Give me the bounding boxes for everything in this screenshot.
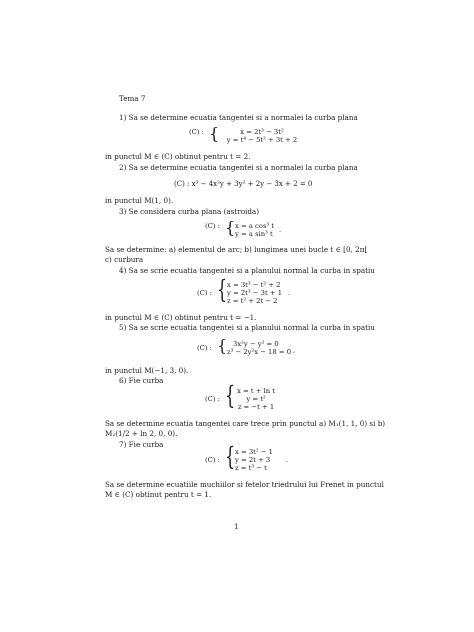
- problem-3-system: [205, 218, 285, 238]
- system-rows: [222, 128, 302, 144]
- problem-2-point: in punctul M(1, 0).: [105, 196, 174, 205]
- system-rows: [227, 340, 291, 356]
- problem-6-system: [205, 380, 285, 411]
- system-row: z = t² + 2t − 2: [227, 297, 278, 305]
- system-label: (C) :: [189, 128, 204, 136]
- problem-5-system: [197, 336, 297, 356]
- left-brace: {: [225, 441, 236, 472]
- system-tail: ,: [293, 346, 296, 354]
- system-rows: [235, 387, 277, 411]
- system-row: y = a sin³ t: [235, 230, 273, 238]
- problem-4-point: in punctul M ∈ (C) obtinut pentru t = −1.: [105, 313, 257, 322]
- system-row: 3x²y − y² = 0: [233, 340, 279, 348]
- system-row: x = t + ln t: [236, 387, 276, 395]
- system-row: z³ − 2y²x − 18 = 0: [227, 348, 292, 356]
- system-label: (C) :: [205, 222, 220, 230]
- system-label: (C) :: [197, 289, 212, 297]
- system-rows: [227, 281, 285, 305]
- problem-7-task: Sa se determine ecuatiile muchiilor si fetelor triedrului lui Frenet in punctul: [105, 480, 384, 489]
- problem-6-statement: 6) Fie curba: [119, 376, 164, 385]
- problem-1-point: in punctul M ∈ (C) obtinut pentru t = 2.: [105, 152, 251, 161]
- system-row: x = 3t³ − t² + 2: [227, 281, 281, 289]
- system-label: (C) :: [197, 344, 212, 352]
- problem-3-statement: 3) Se considera curba plana (astroida): [119, 207, 260, 216]
- page-title: Tema 7: [119, 94, 146, 103]
- problem-4-system: [197, 274, 297, 305]
- problem-4-statement: 4) Sa se scrie ecuatia tangentei si a planului normal la curba in spatiu: [119, 266, 375, 275]
- system-row: y = t²: [246, 395, 266, 403]
- system-rows: [235, 448, 279, 472]
- problem-3-tasks: Sa se determine: a) elementul de arc; b) lungimea unei bucle t ∈ [0, 2π[: [105, 245, 368, 254]
- left-brace: {: [217, 274, 228, 305]
- problem-6-task: Sa se determine ecuatia tangentei care trece prin punctul a) M₁(1, 1, 0) si b): [105, 419, 386, 428]
- problem-7-system: [205, 441, 295, 472]
- system-row: y = 2t³ − 3t + 1: [227, 289, 283, 297]
- system-tail: .: [279, 226, 282, 234]
- problem-2-statement: 2) Sa se determine ecuatia tangentei si a normalei la curba plana: [119, 163, 358, 172]
- left-brace: {: [225, 380, 236, 411]
- problem-5-point: in punctul M(−1, 3, 0).: [105, 366, 189, 375]
- system-row: y = 2t + 3: [235, 456, 271, 464]
- problem-7-statement: 7) Fie curba: [119, 440, 164, 449]
- system-row: x = 3t² − 1: [235, 448, 273, 456]
- system-tail: .: [288, 289, 291, 297]
- system-rows: [235, 222, 277, 238]
- left-brace: {: [225, 218, 236, 237]
- problem-5-statement: 5) Sa se scrie ecuatia tangentei si a planului normal la curba in spatiu: [119, 323, 375, 332]
- system-tail: .: [286, 456, 289, 464]
- system-row: x = a cos³ t: [235, 222, 275, 230]
- system-row: z = t³ − t: [235, 464, 267, 472]
- problem-1-statement: 1) Sa se determine ecuatia tangentei si a normalei la curba plana: [119, 113, 358, 122]
- problem-7-task-2: M ∈ (C) obtinut pentru t = 1.: [105, 490, 212, 499]
- problem-2-equation: (C) : x³ − 4x²y + 3y² + 2y − 3x + 2 = 0: [174, 180, 313, 188]
- left-brace: {: [209, 124, 220, 143]
- system-row: x = 2t³ − 3t²: [240, 128, 284, 136]
- system-label: (C) :: [205, 456, 220, 464]
- problem-3-tasks-2: c) curbura: [105, 255, 144, 264]
- left-brace: {: [217, 336, 228, 355]
- problem-1-system: [189, 124, 299, 144]
- problem-6-task-2: M₂(1/2 + ln 2, 0, 0).: [105, 429, 178, 438]
- page-number: 1: [234, 522, 239, 531]
- system-row: z = −t + 1: [237, 403, 275, 411]
- system-row: y = t⁴ − 5t² + 3t + 2: [226, 136, 298, 144]
- system-label: (C) :: [205, 395, 220, 403]
